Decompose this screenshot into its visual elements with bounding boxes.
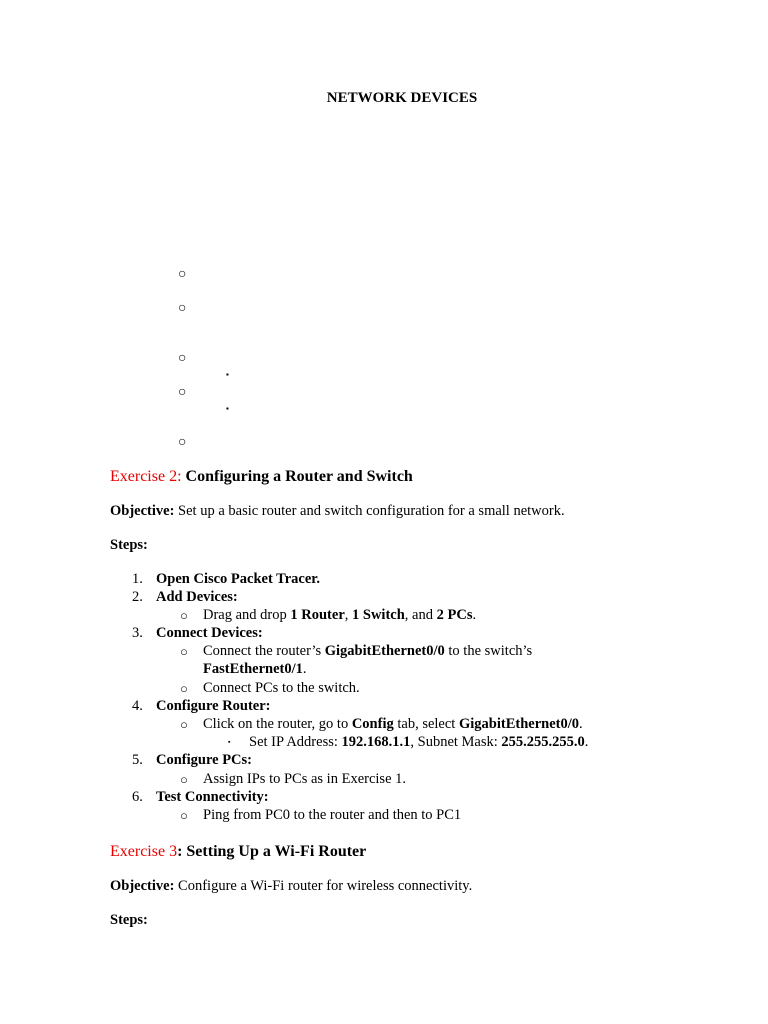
empty-circle-bullet: ○ (178, 435, 187, 450)
step-text: Test Connectivity: (156, 789, 269, 805)
step-sub-text: Click on the router, go to Config tab, select GigabitEthernet0/0. (203, 716, 583, 732)
empty-circle-bullet: ○ (178, 301, 187, 316)
step-sub-text: Ping from PC0 to the router and then to PC1 (203, 807, 462, 823)
circle-bullet: ○ (180, 681, 188, 696)
empty-square-bullet: ▪ (226, 404, 229, 413)
objective-text: Set up a basic router and switch configuration for a small network. (174, 503, 565, 519)
objective-label: Objective: (110, 503, 175, 519)
circle-bullet: ○ (180, 644, 188, 659)
empty-square-bullet: ▪ (226, 370, 229, 379)
step-number: 6. (132, 789, 143, 805)
exercise-3-title: : Setting Up a Wi-Fi Router (177, 843, 367, 860)
document-title: NETWORK DEVICES (326, 90, 478, 106)
exercise-3-heading (110, 843, 366, 861)
step-subsub-text: Set IP Address: 192.168.1.1, Subnet Mask: 255.255.255.0. (249, 734, 589, 750)
step-sub-text-continued: FastEthernet0/1. (203, 661, 307, 677)
exercise-2-label: Exercise 2: (110, 468, 182, 485)
exercise-3-steps-label: Steps: (110, 912, 148, 928)
circle-bullet: ○ (180, 772, 188, 787)
step-number: 2. (132, 589, 143, 605)
step-text: Configure PCs: (156, 752, 252, 768)
step-sub-text: Connect the router’s GigabitEthernet0/0 to the switch’s (203, 643, 533, 659)
empty-circle-bullet: ○ (178, 351, 187, 366)
circle-bullet: ○ (180, 608, 188, 623)
objective-text: Configure a Wi-Fi router for wireless connectivity. (174, 878, 473, 894)
step-number: 4. (132, 698, 143, 714)
step-number: 5. (132, 752, 143, 768)
step-number: 3. (132, 625, 143, 641)
exercise-2-title: Configuring a Router and Switch (181, 468, 413, 485)
circle-bullet: ○ (180, 717, 188, 732)
empty-circle-bullet: ○ (178, 385, 187, 400)
square-bullet: ▪ (228, 738, 231, 746)
exercise-3-label: Exercise 3 (110, 843, 178, 860)
step-text: Open Cisco Packet Tracer. (156, 571, 321, 587)
circle-bullet: ○ (180, 808, 188, 823)
step-text: Add Devices: (156, 589, 238, 605)
empty-circle-bullet: ○ (178, 267, 187, 282)
step-number: 1. (132, 571, 143, 587)
exercise-2-heading (110, 468, 413, 486)
exercise-2-steps-label: Steps: (110, 537, 148, 553)
exercise-2-objective (110, 503, 565, 520)
step-sub-text: Connect PCs to the switch. (203, 680, 360, 696)
step-sub-text: Assign IPs to PCs as in Exercise 1. (203, 771, 406, 787)
objective-label: Objective: (110, 878, 175, 894)
step-text: Configure Router: (156, 698, 271, 714)
step-sub-text: Drag and drop 1 Router, 1 Switch, and 2 PCs. (203, 607, 477, 623)
exercise-3-objective (110, 878, 472, 895)
step-text: Connect Devices: (156, 625, 263, 641)
